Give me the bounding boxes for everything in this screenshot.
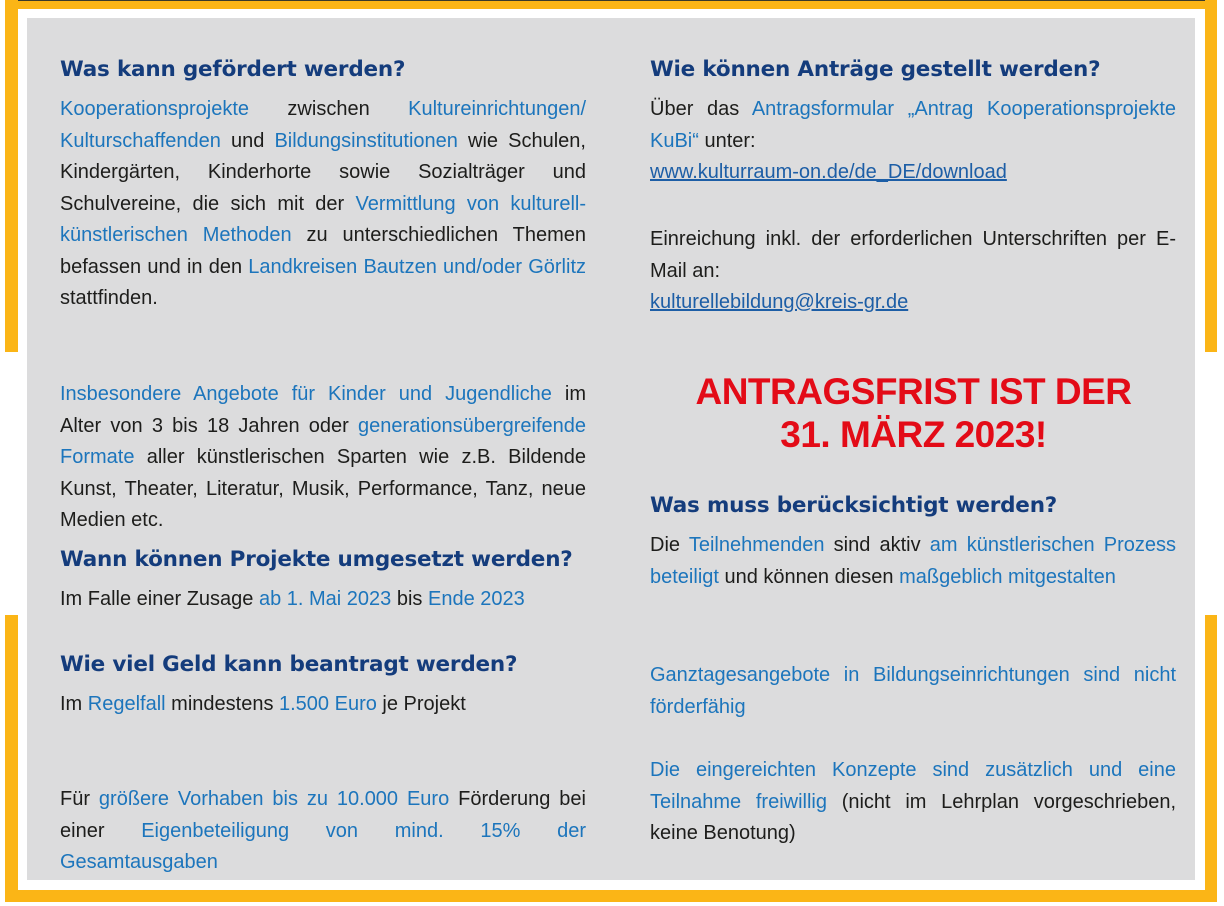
text: wie Schulen, Kindergärten, Kinderhorte sowie Sozialträger und Schulvereine, die sich mit der bbox=[60, 129, 586, 215]
text: zu unterschiedlichen Themen befassen und in den bbox=[60, 224, 586, 278]
text: Über das bbox=[650, 98, 752, 120]
paragraph bbox=[650, 530, 1176, 593]
highlight-text: Ganztagesangebote in Bildungseinrichtungen sind nicht förderfähig bbox=[650, 664, 1176, 718]
text: Im Falle einer Zusage bbox=[60, 588, 259, 610]
highlight-text: Eigenbeteiligung von mind. 15% der Gesamtausgaben bbox=[60, 819, 587, 873]
section-heading: Wie können Anträge gestellt werden? bbox=[650, 57, 1101, 82]
link[interactable]: kulturellebildung@kreis-gr.de bbox=[650, 291, 909, 313]
section-heading: Was muss berücksichtigt werden? bbox=[650, 493, 1058, 518]
paragraph bbox=[60, 379, 586, 537]
section bbox=[650, 55, 1176, 313]
text: und können diesen bbox=[718, 565, 900, 588]
frame-left-bottom bbox=[5, 615, 18, 902]
section bbox=[60, 650, 587, 873]
highlight-text: am künstlerischen Prozess beteiligt bbox=[650, 534, 1176, 588]
link[interactable]: www.kulturraum-on.de/de_DE/download bbox=[650, 161, 1007, 183]
frame-bottom bbox=[5, 890, 1217, 902]
paragraph bbox=[650, 755, 1176, 850]
paragraph bbox=[60, 784, 586, 879]
highlight-text: Teilnehmenden bbox=[688, 534, 825, 556]
highlight-text: Bildungsinstitutionen bbox=[274, 129, 458, 152]
text: stattfinden. bbox=[60, 287, 158, 309]
frame-right-top bbox=[1205, 0, 1217, 352]
paragraph bbox=[650, 94, 1176, 189]
paragraph bbox=[60, 94, 586, 315]
highlight-text: Kooperationsprojekte bbox=[60, 98, 250, 120]
section-heading: Wie viel Geld kann beantragt werden? bbox=[60, 652, 518, 677]
paragraph bbox=[60, 689, 586, 721]
text: sind aktiv bbox=[824, 534, 930, 556]
frame-right-bottom bbox=[1205, 615, 1217, 902]
highlight-text: größere Vorhaben bis zu 10.000 Euro bbox=[98, 788, 450, 810]
text: unter: bbox=[698, 129, 756, 152]
paragraph bbox=[650, 660, 1176, 723]
highlight-text: Landkreisen Bautzen und/oder Görlitz bbox=[248, 255, 587, 278]
text: zwischen bbox=[249, 98, 409, 120]
deadline-notice bbox=[650, 370, 1177, 456]
section bbox=[60, 55, 587, 531]
frame-top bbox=[5, 0, 1217, 9]
text: Einreichung inkl. der erforderlichen Unterschriften per E-Mail an: bbox=[650, 228, 1176, 282]
highlight-text: ab 1. Mai 2023 bbox=[258, 588, 392, 610]
section bbox=[650, 491, 1176, 844]
highlight-text: Insbesondere Angebote für Kinder und Jugendliche bbox=[60, 383, 552, 405]
highlight-text: Vermittlung von kulturell-künstlerischen Methoden bbox=[60, 192, 586, 246]
highlight-text: Regelfall bbox=[87, 693, 166, 715]
highlight-text: Ende 2023 bbox=[428, 588, 525, 610]
paragraph bbox=[650, 224, 1176, 319]
section-heading: Wann können Projekte umgesetzt werden? bbox=[60, 547, 573, 572]
text: (nicht im Lehrplan vorgeschrieben, keine Benotung) bbox=[650, 790, 1176, 844]
text: bis bbox=[391, 588, 428, 610]
text: und bbox=[220, 129, 275, 152]
highlight-text: Antragsformular „Antrag Kooperationsprojekte KuBi“ bbox=[650, 98, 1176, 152]
highlight-text: generationsübergreifende Formate bbox=[60, 414, 586, 468]
text: Für bbox=[60, 788, 99, 810]
text: Im bbox=[60, 693, 88, 715]
highlight-text: Die eingereichten Konzepte sind zusätzlich und eine Teilnahme freiwillig bbox=[650, 759, 1176, 813]
text: Die bbox=[650, 534, 689, 556]
highlight-text: 1.500 Euro bbox=[279, 693, 377, 715]
text: aller künstlerischen Sparten wie z.B. Bildende Kunst, Theater, Literatur, Musik, Performance, Tanz, neue Medien etc. bbox=[60, 446, 586, 531]
text: im Alter von 3 bis 18 Jahren oder bbox=[60, 383, 586, 437]
text: Förderung bei einer bbox=[60, 788, 586, 842]
deadline-line-1: ANTRAGSFRIST IST DER bbox=[695, 371, 1132, 412]
section-heading: Was kann gefördert werden? bbox=[60, 57, 406, 82]
section bbox=[60, 545, 586, 610]
paragraph bbox=[60, 584, 586, 616]
frame-left-top bbox=[5, 0, 18, 352]
text: je Projekt bbox=[376, 693, 466, 715]
highlight-text: Kultureinrichtungen/ Kulturschaffenden bbox=[60, 98, 586, 152]
text: mindestens bbox=[165, 693, 279, 715]
deadline-line-2: 31. MÄRZ 2023! bbox=[780, 414, 1047, 455]
highlight-text: maßgeblich mitgestalten bbox=[899, 565, 1116, 588]
